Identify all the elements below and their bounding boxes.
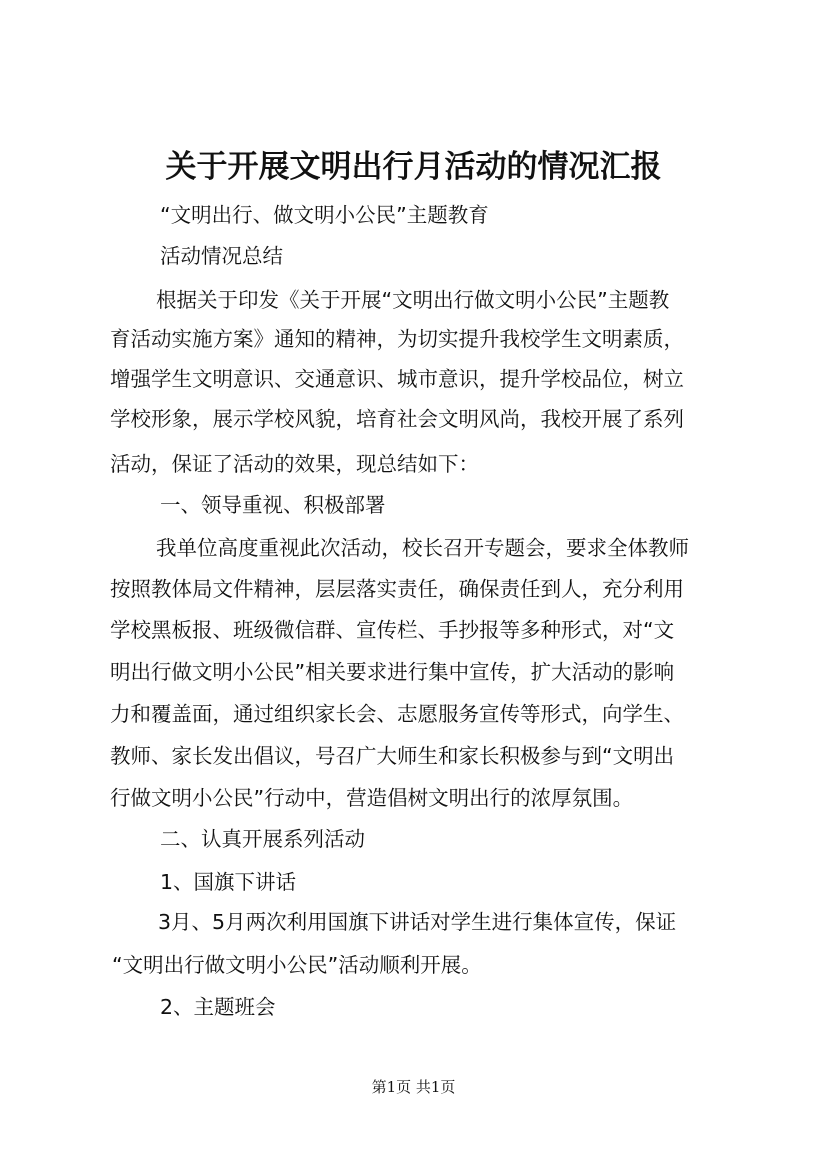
paragraph-2-line-7: 行做文明小公民”行动中，营造倡树文明出行的浓厚氛围。	[110, 786, 634, 810]
paragraph-1-line-4: 学校形象，展示学校风貌，培育社会文明风尚，我校开展了系列	[110, 407, 684, 431]
paragraph-2-line-3: 学校黑板报、班级微信群、宣传栏、手抄报等多种形式，对“文	[110, 618, 675, 642]
document-title: 关于开展文明出行月活动的情况汇报	[165, 149, 662, 185]
paragraph-3-line-1: 3月、5月两次利用国旗下讲话对学生进行集体宣传，保证	[158, 910, 677, 934]
paragraph-1-line-5: 活动，保证了活动的效果，现总结如下：	[110, 452, 479, 476]
section-heading-1: 一、领导重视、积极部署	[160, 493, 386, 517]
subsection-heading-2: 2、主题班会	[160, 995, 276, 1019]
subtitle-line-1: “文明出行、做文明小公民”主题教育	[160, 203, 489, 227]
section-heading-2: 二、认真开展系列活动	[160, 827, 365, 851]
paragraph-3-line-2: “文明出行做文明小公民”活动顺利开展。	[112, 953, 482, 977]
paragraph-1-line-2: 育活动实施方案》通知的精神，为切实提升我校学生文明素质，	[110, 327, 684, 351]
page-footer: 第1页 共1页	[371, 1078, 456, 1096]
subtitle-line-2: 活动情况总结	[160, 244, 283, 268]
paragraph-2-line-4: 明出行做文明小公民”相关要求进行集中宣传，扩大活动的影响	[110, 660, 675, 684]
paragraph-2-line-6: 教师、家长发出倡议，号召广大师生和家长积极参与到“文明出	[110, 744, 675, 768]
paragraph-2-line-2: 按照教体局文件精神，层层落实责任，确保责任到人，充分利用	[110, 577, 684, 601]
paragraph-1-line-3: 增强学生文明意识、交通意识、城市意识，提升学校品位，树立	[110, 367, 684, 391]
paragraph-2-line-1: 我单位高度重视此次活动，校长召开专题会，要求全体教师	[156, 536, 689, 560]
subsection-heading-1: 1、国旗下讲话	[160, 870, 297, 894]
paragraph-2-line-5: 力和覆盖面，通过组织家长会、志愿服务宣传等形式，向学生、	[110, 702, 684, 726]
paragraph-1-line-1: 根据关于印发《关于开展“文明出行做文明小公民”主题教	[156, 288, 670, 312]
